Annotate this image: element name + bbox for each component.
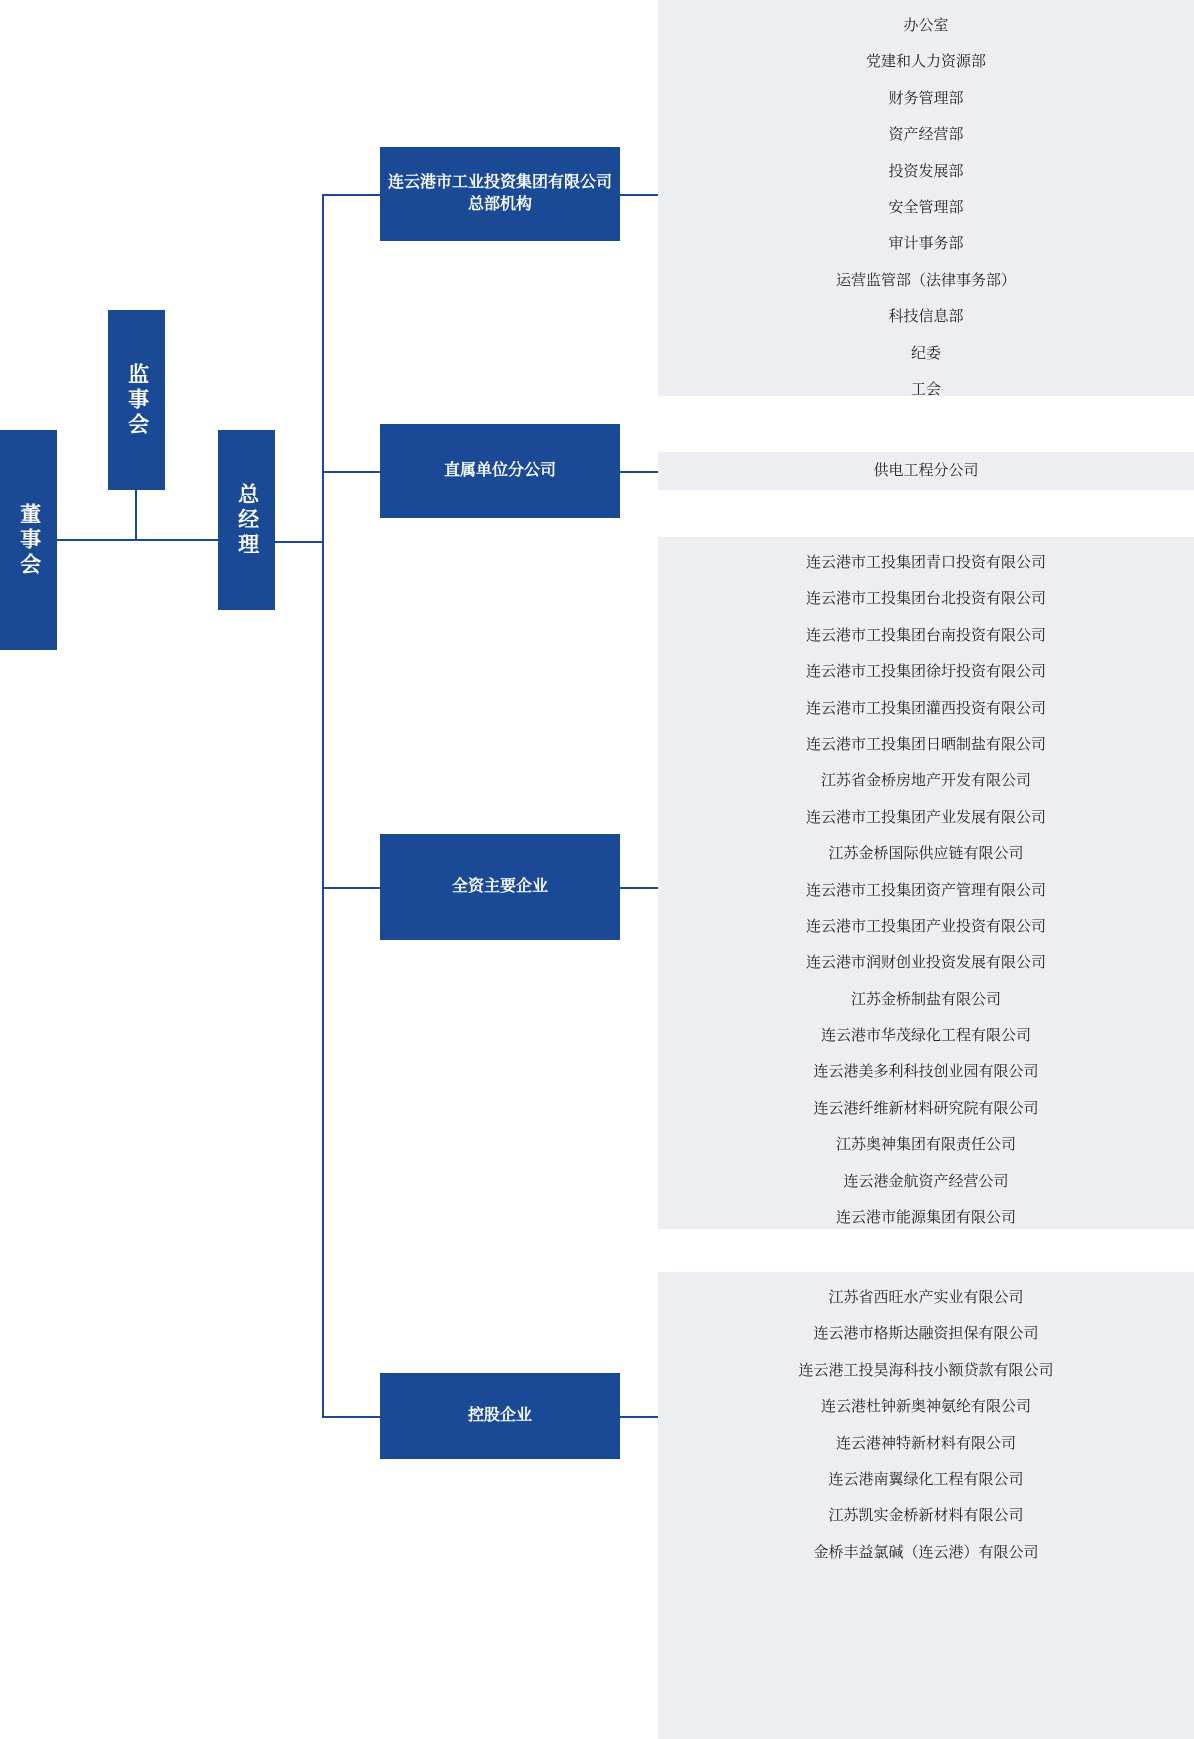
list-item: 财务管理部	[888, 89, 964, 107]
list-item: 投资发展部	[888, 162, 964, 180]
connector-supervisory-drop	[135, 490, 137, 539]
category-branch	[380, 424, 620, 518]
list-item: 连云港市工投集团台北投资有限公司	[805, 590, 1046, 608]
category-branch-label: 直属单位分公司	[443, 462, 556, 480]
box-supervisory-label: 监事会	[125, 362, 149, 438]
list-item: 连云港神特新材料有限公司	[835, 1434, 1016, 1452]
list-item: 连云港市润财创业投资发展有限公司	[805, 954, 1046, 972]
list-item: 工会	[910, 380, 941, 398]
list-item: 供电工程分公司	[873, 462, 979, 479]
box-general-manager-label: 总经理	[235, 482, 259, 558]
connector-gm-to-spine	[275, 541, 323, 543]
list-item: 连云港美多利科技创业园有限公司	[813, 1063, 1039, 1081]
box-board-label: 董事会	[17, 502, 41, 578]
list-item: 连云港杜钟新奥神氨纶有限公司	[820, 1398, 1031, 1416]
list-panel-headquarters	[658, 0, 1194, 396]
list-item: 连云港市工投集团徐圩投资有限公司	[805, 663, 1046, 681]
list-item: 连云港市工投集团产业发展有限公司	[805, 808, 1046, 826]
list-item: 科技信息部	[888, 308, 964, 326]
list-item: 江苏省西旺水产实业有限公司	[828, 1289, 1024, 1306]
connector-spine-to-holding	[322, 1416, 380, 1418]
list-item: 审计事务部	[888, 235, 964, 253]
category-headquarters-label: 连云港市工业投资集团有限公司总部机构	[388, 174, 613, 213]
list-item: 连云港市工投集团资产管理有限公司	[805, 881, 1046, 899]
list-item: 连云港市华茂绿化工程有限公司	[820, 1027, 1031, 1045]
list-panel-wholly-owned	[658, 537, 1194, 1229]
list-item: 江苏省金桥房地产开发有限公司	[820, 772, 1031, 790]
connector-trunk-to-gm	[108, 539, 218, 541]
list-item: 连云港市工投集团青口投资有限公司	[805, 554, 1046, 571]
list-item: 连云港市格斯达融资担保有限公司	[813, 1325, 1039, 1343]
list-item: 安全管理部	[888, 198, 964, 216]
list-item: 江苏金桥制盐有限公司	[850, 990, 1001, 1008]
list-item: 江苏奥神集团有限责任公司	[835, 1136, 1016, 1154]
connector-spine-to-wholly	[322, 887, 380, 889]
connector-spine-to-branch	[322, 471, 380, 473]
list-item: 资产经营部	[888, 126, 964, 144]
list-item: 连云港市工投集团日晒制盐有限公司	[805, 735, 1046, 753]
list-item: 运营监管部（法律事务部）	[835, 271, 1016, 289]
box-board-of-directors	[0, 430, 57, 650]
box-general-manager	[218, 430, 275, 610]
category-holding-label: 控股企业	[467, 1407, 532, 1425]
list-item: 连云港市工投集团台南投资有限公司	[805, 626, 1046, 644]
connector-spine-to-hq	[322, 194, 380, 196]
list-item: 江苏凯实金桥新材料有限公司	[828, 1507, 1024, 1525]
list-item: 连云港南翼绿化工程有限公司	[828, 1470, 1024, 1488]
list-panel-branch	[658, 452, 1194, 490]
list-item: 连云港金航资产经营公司	[843, 1172, 1009, 1190]
list-item: 金桥丰益氯碱（连云港）有限公司	[813, 1543, 1039, 1561]
category-wholly-owned-label: 全资主要企业	[451, 878, 548, 896]
list-item: 办公室	[903, 17, 949, 34]
list-item: 连云港市能源集团有限公司	[835, 1209, 1016, 1227]
list-item: 连云港工投昊海科技小额贷款有限公司	[798, 1361, 1054, 1379]
list-item: 连云港市工投集团灌西投资有限公司	[805, 699, 1046, 717]
list-item: 连云港市工投集团产业投资有限公司	[805, 917, 1046, 935]
category-headquarters	[380, 147, 620, 241]
list-panel-holding	[658, 1272, 1194, 1739]
list-item: 党建和人力资源部	[865, 53, 986, 71]
category-holding	[380, 1373, 620, 1459]
list-item: 连云港纤维新材料研究院有限公司	[813, 1099, 1039, 1117]
box-supervisory-board	[108, 310, 165, 490]
category-wholly-owned	[380, 834, 620, 940]
connector-spine	[322, 194, 324, 1416]
list-item: 纪委	[910, 344, 941, 362]
connector-board-to-trunk	[57, 539, 108, 541]
list-item: 江苏金桥国际供应链有限公司	[828, 845, 1024, 863]
